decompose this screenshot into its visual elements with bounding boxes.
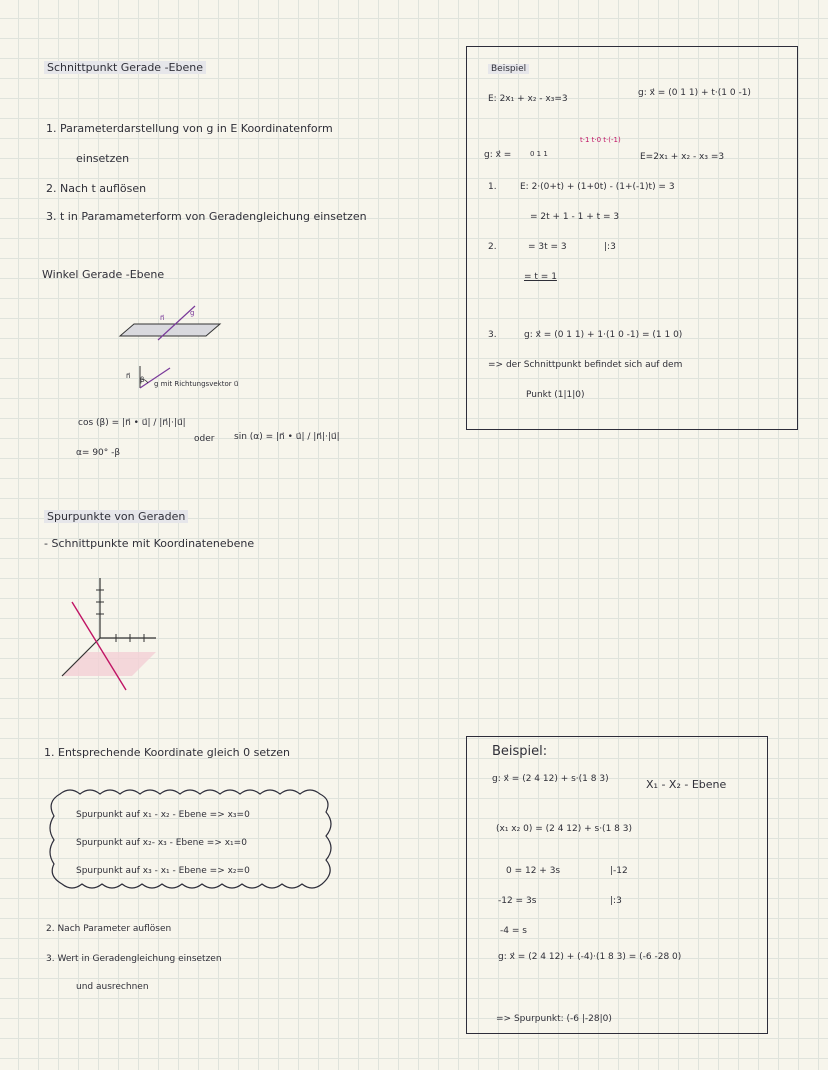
trace-step-2: 2. Nach Parameter auflösen (46, 924, 172, 934)
section-title-intersection: Schnittpunkt Gerade -Ebene (44, 61, 206, 74)
angle-label-g: g (190, 309, 195, 317)
trace-step-3b: und ausrechnen (76, 982, 149, 992)
intersection-step-3: 3. t in Paramameterform von Geradengleichung einsetzen (46, 210, 367, 223)
angle-sketch-n: n⃗ (126, 372, 131, 380)
trace-step-1: 1. Entsprechende Koordinate gleich 0 setzen (44, 746, 290, 759)
cloud-line-2: Spurpunkt auf x₂- x₃ - Ebene => x₁=0 (76, 838, 247, 848)
example1-step-3: 3. (488, 330, 497, 340)
example2-line: g: x⃗ = (2 4 12) + s·(1 8 3) (492, 774, 609, 784)
sin-formula: sin (α) = |n⃗ • u⃗| / |n⃗|·|u⃗| (234, 432, 340, 442)
cloud-line-1: Spurpunkt auf x₁ - x₂ - Ebene => x₃=0 (76, 810, 250, 820)
example2-result: => Spurpunkt: (-6 |-28|0) (496, 1014, 612, 1024)
example2-plane: X₁ - X₂ - Ebene (646, 778, 727, 791)
plane-line-sketch (110, 300, 230, 350)
coordinate-axes-sketch (56, 572, 166, 696)
section-title-angle: Winkel Gerade -Ebene (42, 268, 165, 281)
example2-calc-2b: |:3 (610, 896, 622, 906)
example1-plane-colored: E=2x₁ + x₂ - x₃ =3 (640, 152, 725, 162)
example1-plane: E: 2x₁ + x₂ - x₃=3 (488, 94, 568, 104)
oder-label: oder (194, 434, 215, 444)
example2-calc-1b: |-12 (610, 866, 628, 876)
intersection-step-1b: einsetzen (76, 152, 130, 165)
cloud-line-3: Spurpunkt auf x₃ - x₁ - Ebene => x₂=0 (76, 866, 250, 876)
example2-eq: (x₁ x₂ 0) = (2 4 12) + s·(1 8 3) (496, 824, 632, 834)
example2-calc-2: -12 = 3s (498, 896, 537, 906)
trace-subtitle: - Schnittpunkte mit Koordinatenebene (44, 537, 255, 550)
example1-step-1: 1. (488, 182, 497, 192)
example1-g-prefix: g: x⃗ = (484, 150, 512, 160)
example2-label: Beispiel: (492, 744, 548, 759)
intersection-step-2: 2. Nach t auflösen (46, 182, 147, 195)
trace-step-3: 3. Wert in Geradengleichung einsetzen (46, 954, 222, 964)
example1-calc-1: E: 2·(0+t) + (1+0t) - (1+(-1)t) = 3 (520, 182, 675, 192)
example1-calc-2: = 2t + 1 - 1 + t = 3 (530, 212, 620, 222)
angle-sketch-beta: β (140, 376, 145, 384)
example1-label: Beispiel (488, 64, 529, 74)
example1-vec-dir: t·1 t·0 t·(-1) (580, 136, 621, 144)
example1-calc-3b: |:3 (604, 242, 616, 252)
cos-formula: cos (β) = |n⃗ • u⃗| / |n⃗|·|u⃗| (78, 418, 186, 428)
example1-calc-5: g: x⃗ = (0 1 1) + 1·(1 0 -1) = (1 1 0) (524, 330, 683, 340)
section-title-trace: Spurpunkte von Geraden (44, 510, 188, 523)
example1-calc-3: = 3t = 3 (528, 242, 567, 252)
direction-vector-note: g mit Richtungsvektor u⃗ (154, 380, 239, 388)
angle-label-n: n⃗ (160, 314, 165, 322)
example1-calc-4: = t = 1 (524, 272, 557, 282)
example2-calc-1: 0 = 12 + 3s (506, 866, 561, 876)
example1-point: Punkt (1|1|0) (526, 390, 585, 400)
example2-calc-3: -4 = s (500, 926, 527, 936)
example1-step-2: 2. (488, 242, 497, 252)
example1-line-top: g: x⃗ = (0 1 1) + t·(1 0 -1) (638, 88, 751, 98)
example2-calc-4: g: x⃗ = (2 4 12) + (-4)·(1 8 3) = (-6 -28 0) (498, 952, 682, 962)
intersection-step-1: 1. Parameterdarstellung von g in E Koordinatenform (46, 122, 333, 135)
example1-conclusion: => der Schnittpunkt befindet sich auf dem (488, 360, 683, 370)
alpha-formula: α= 90° -β (76, 448, 121, 458)
example1-vec-base: 0 1 1 (530, 150, 548, 158)
